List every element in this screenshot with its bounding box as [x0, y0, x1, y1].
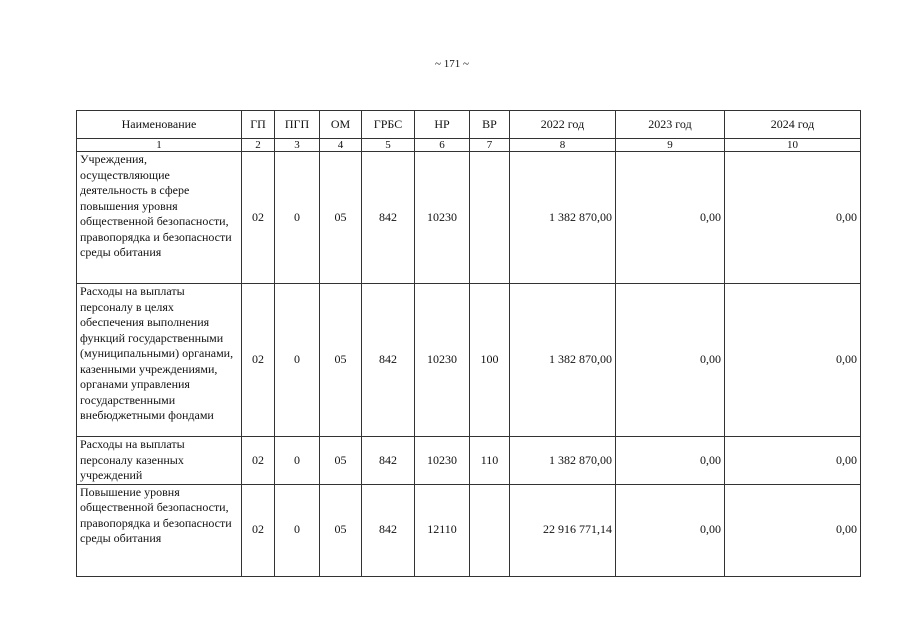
cell-2023: 0,00	[616, 284, 725, 437]
row-name: Учреждения, осуществляющие деятельность в сфере повышения уровня общественной безопасности, правопорядка и безопасности среды обитания	[77, 152, 242, 284]
cell-nr: 12110	[415, 484, 470, 576]
column-number: 4	[320, 139, 362, 152]
cell-vr	[470, 152, 510, 284]
cell-nr: 10230	[415, 437, 470, 485]
cell-vr: 100	[470, 284, 510, 437]
cell-vr	[470, 484, 510, 576]
column-header-2024: 2024 год	[725, 111, 861, 139]
column-number: 8	[510, 139, 616, 152]
cell-nr: 10230	[415, 284, 470, 437]
cell-grbs: 842	[362, 152, 415, 284]
cell-om: 05	[320, 152, 362, 284]
cell-2022: 1 382 870,00	[510, 437, 616, 485]
cell-2024: 0,00	[725, 484, 861, 576]
row-name: Расходы на выплаты персоналу казенных учреждений	[77, 437, 242, 485]
column-number-row	[77, 139, 861, 152]
cell-om: 05	[320, 284, 362, 437]
column-header-name: Наименование	[77, 111, 242, 139]
column-header-nr: НР	[415, 111, 470, 139]
cell-om: 05	[320, 484, 362, 576]
row-name: Повышение уровня общественной безопасности, правопорядка и безопасности среды обитания	[77, 484, 242, 576]
page-number: ~ 171 ~	[435, 58, 469, 70]
column-header-grbs: ГРБС	[362, 111, 415, 139]
header-row	[77, 111, 861, 139]
cell-pgp: 0	[275, 484, 320, 576]
cell-pgp: 0	[275, 437, 320, 485]
cell-gp: 02	[242, 152, 275, 284]
cell-grbs: 842	[362, 284, 415, 437]
column-number: 1	[77, 139, 242, 152]
cell-2024: 0,00	[725, 152, 861, 284]
column-number: 7	[470, 139, 510, 152]
cell-nr: 10230	[415, 152, 470, 284]
column-header-gp: ГП	[242, 111, 275, 139]
cell-pgp: 0	[275, 284, 320, 437]
table-row	[77, 284, 861, 437]
table-row	[77, 437, 861, 485]
cell-2022: 22 916 771,14	[510, 484, 616, 576]
column-number: 3	[275, 139, 320, 152]
column-number: 9	[616, 139, 725, 152]
column-number: 10	[725, 139, 861, 152]
cell-2022: 1 382 870,00	[510, 152, 616, 284]
cell-2024: 0,00	[725, 437, 861, 485]
table-row	[77, 484, 861, 576]
cell-vr: 110	[470, 437, 510, 485]
cell-grbs: 842	[362, 437, 415, 485]
cell-om: 05	[320, 437, 362, 485]
row-name: Расходы на выплаты персоналу в целях обеспечения выполнения функций государственными (муниципальными) органами, казенными учреждениями, органами управления государственными внебюджетными фондами	[77, 284, 242, 437]
cell-2024: 0,00	[725, 284, 861, 437]
cell-2022: 1 382 870,00	[510, 284, 616, 437]
cell-grbs: 842	[362, 484, 415, 576]
cell-gp: 02	[242, 284, 275, 437]
column-header-pgp: ПГП	[275, 111, 320, 139]
column-header-2022: 2022 год	[510, 111, 616, 139]
cell-2023: 0,00	[616, 437, 725, 485]
cell-gp: 02	[242, 484, 275, 576]
table-row	[77, 152, 861, 284]
cell-2023: 0,00	[616, 152, 725, 284]
column-number: 5	[362, 139, 415, 152]
column-number: 2	[242, 139, 275, 152]
cell-2023: 0,00	[616, 484, 725, 576]
column-header-2023: 2023 год	[616, 111, 725, 139]
column-number: 6	[415, 139, 470, 152]
cell-gp: 02	[242, 437, 275, 485]
column-header-vr: ВР	[470, 111, 510, 139]
budget-table	[76, 110, 861, 577]
column-header-om: ОМ	[320, 111, 362, 139]
cell-pgp: 0	[275, 152, 320, 284]
